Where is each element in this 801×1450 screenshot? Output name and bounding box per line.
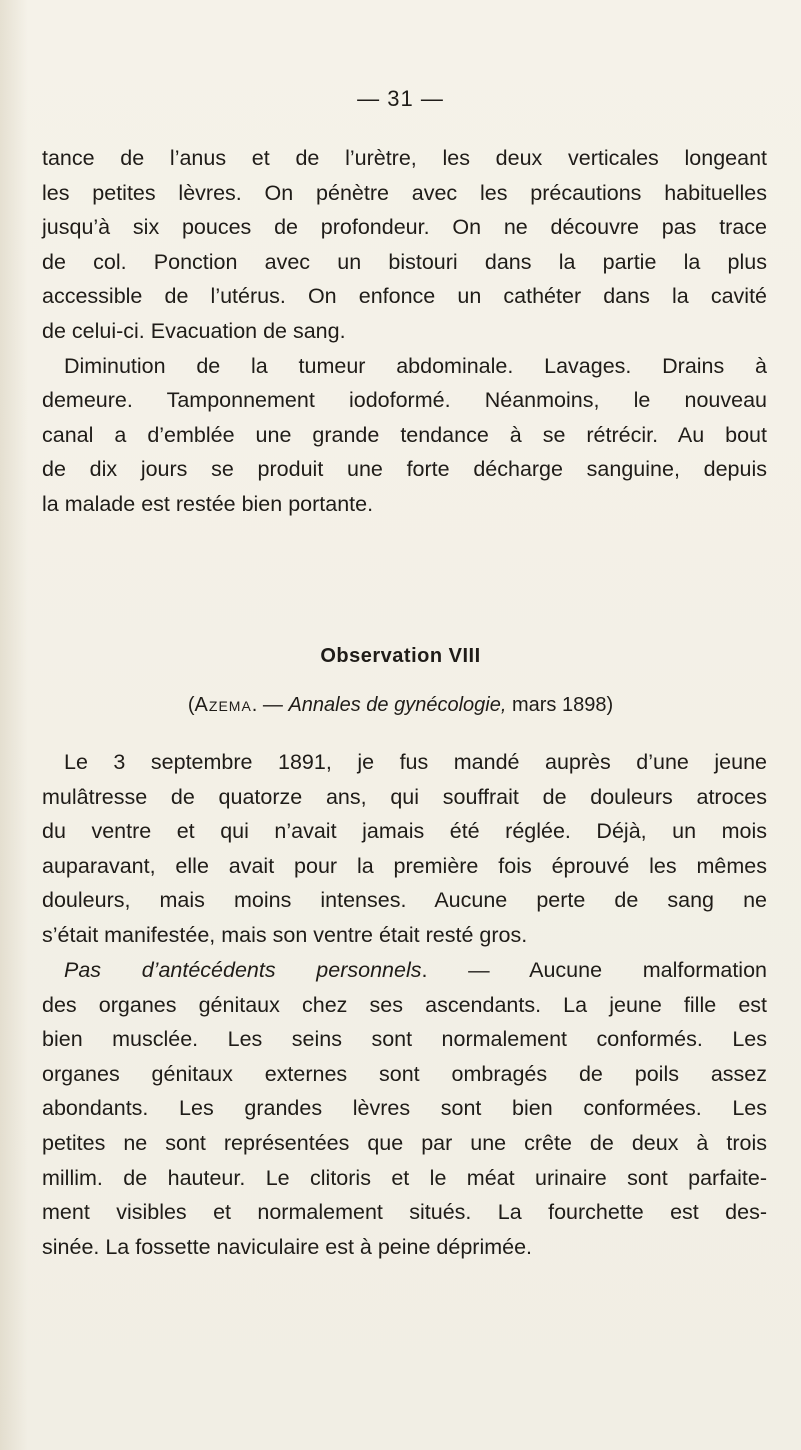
paragraph-3 [42, 745, 767, 953]
paragraph-4 [42, 953, 767, 1264]
citation-author: Azema [194, 694, 252, 716]
text-line: abondants. Les grandes lèvres sont bien conformées. Les [42, 1096, 767, 1121]
text-line: bien musclée. Les seins sont normalement conformés. Les [42, 1027, 767, 1052]
citation-date: mars 1898) [506, 694, 614, 716]
text-line: organes génitaux externes sont ombragés de poils assez [42, 1061, 767, 1086]
text-line: les petites lèvres. On pénètre avec les précautions habituelles [42, 180, 767, 205]
observation-heading: Observation VIII [320, 645, 481, 667]
source-citation [0, 694, 801, 717]
text-line: de celui-ci. Evacuation de sang. [42, 318, 346, 343]
text-line: tance de l’anus et de l’urètre, les deux verticales longeant [42, 146, 767, 170]
text-line: la malade est restée bien portante. [42, 491, 374, 516]
text-line: accessible de l’utérus. On enfonce un cathéter dans la cavité [42, 284, 767, 309]
text-line: douleurs, mais moins intenses. Aucune perte de sang ne [42, 888, 767, 913]
text-line: sinée. La fossette naviculaire est à peine déprimée. [42, 1234, 533, 1259]
text-line [42, 953, 767, 988]
text-line: millim. de hauteur. Le clitoris et le méat urinaire sont parfaite- [42, 1165, 767, 1190]
paragraph-1 [42, 141, 767, 349]
page-number: — 31 — [357, 86, 444, 111]
text-line: jusqu’à six pouces de profondeur. On ne découvre pas trace [42, 215, 767, 240]
text-line: Diminution de la tumeur abdominale. Lavages. Drains à [64, 353, 767, 378]
text-line: Le 3 septembre 1891, je fus mandé auprès d’une jeune [64, 750, 767, 774]
text-line: canal a d’emblée une grande tendance à se rétrécir. Au bout [42, 422, 767, 447]
citation-separator: . — [251, 694, 289, 716]
text-line: des organes génitaux chez ses ascendants. La jeune fille est [42, 992, 767, 1017]
text-line: auparavant, elle avait pour la première fois éprouvé les mêmes [42, 853, 767, 878]
paragraph-2 [42, 349, 767, 522]
italic-lead: Pas d’antécédents personnels [64, 958, 422, 982]
text-line: de col. Ponction avec un bistouri dans la partie la plus [42, 249, 767, 274]
text-line: du ventre et qui n’avait jamais été réglée. Déjà, un mois [42, 819, 767, 844]
text-line: ment visibles et normalement situés. La fourchette est des- [42, 1200, 767, 1225]
lead-rest: . — Aucune malformation [421, 958, 767, 982]
text-line: mulâtresse de quatorze ans, qui souffrait de douleurs atroces [42, 784, 767, 809]
text-line: de dix jours se produit une forte décharge sanguine, depuis [42, 457, 767, 482]
text-line: petites ne sont représentées que par une crête de deux à trois [42, 1130, 767, 1155]
citation-journal: Annales de gynécologie, [288, 694, 507, 716]
citation-open: ( [187, 694, 195, 716]
text-line: s’était manifestée, mais son ventre était resté gros. [42, 922, 528, 947]
text-line: demeure. Tamponnement iodoformé. Néanmoins, le nouveau [42, 388, 767, 413]
